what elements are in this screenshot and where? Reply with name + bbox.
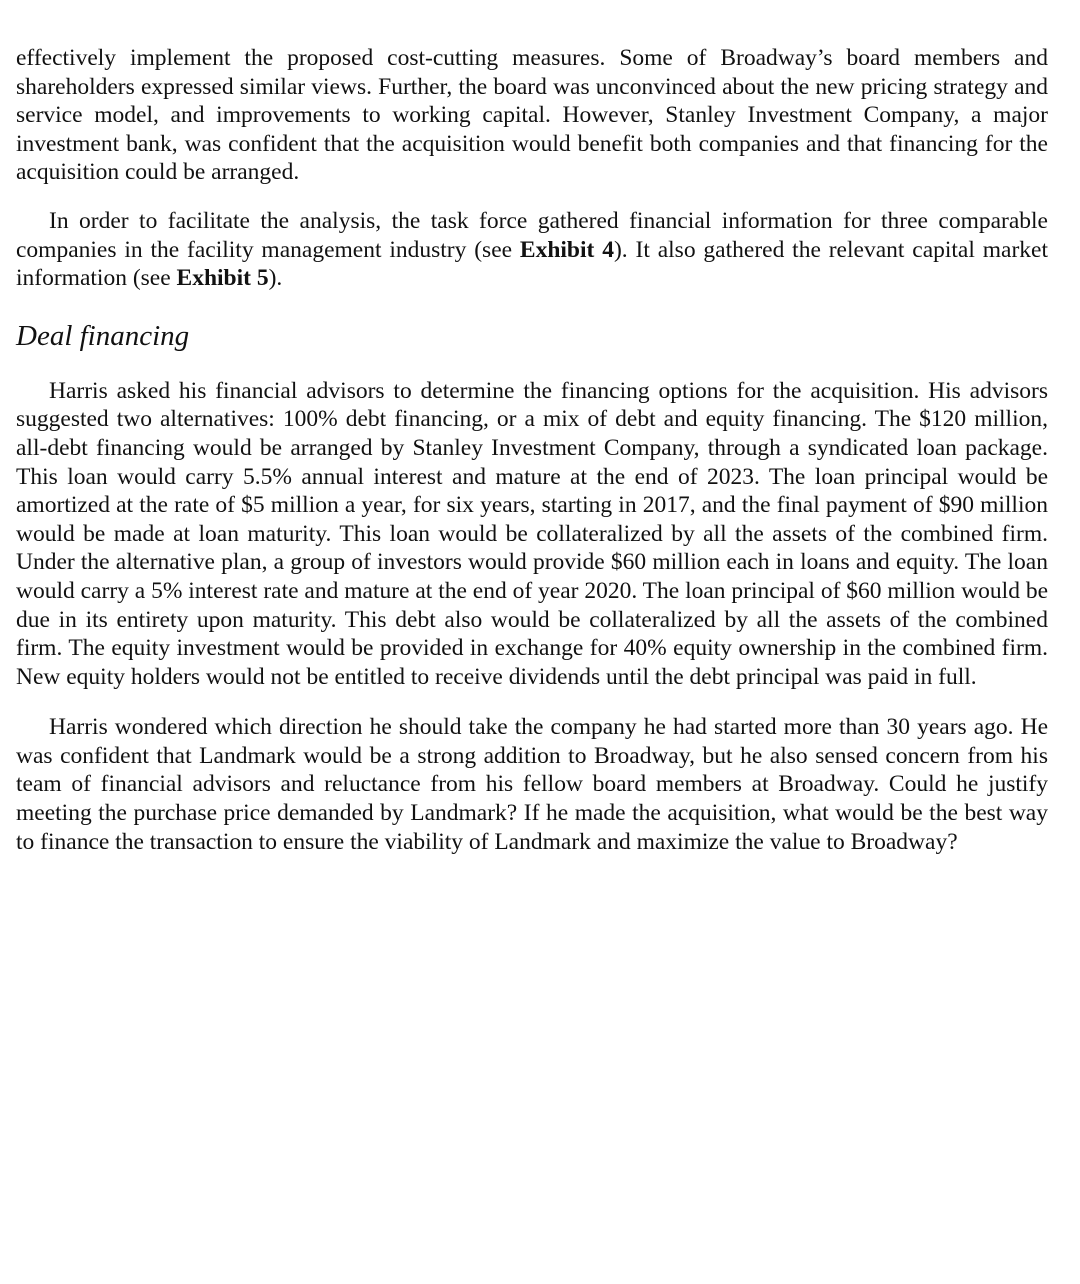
paragraph-comparable-companies — [16, 207, 1048, 293]
section-heading-deal-financing: Deal financing — [16, 319, 190, 352]
paragraph-board-concerns: effectively implement the proposed cost-cutting measures. Some of Broadway’s board members and shareholders expressed similar views. Further, the board was unconvinced about the new pricing strategy and service model, and improvements to working capital. However, Stanley Investment Company, a major investment bank, was confident that the acquisition would benefit both companies and that financing for the acquisition could be arranged. — [16, 45, 1048, 186]
exhibit-4-reference: Exhibit 4 — [519, 236, 614, 263]
paragraph-harris-decision: Harris wondered which direction he should take the company he had started more than 30 years ago. He was confident that Landmark would be a strong addition to Broadway, but he also sensed concern from his team of financial advisors and reluctance from his fellow board members at Broadway. Could he justify meeting the purchase price demanded by Landmark? If he made the acquisition, what would be the best way to finance the transaction to ensure the viability of Landmark and maximize the value to Broadway? — [16, 714, 1048, 855]
paragraph-text-c: ). — [268, 265, 283, 292]
paragraph-financing-options: Harris asked his financial advisors to determine the financing options for the acquisition. His advisors suggested two alternatives: 100% debt financing, or a mix of debt and equity financing. The $120 million, all-debt financing would be arranged by Stanley Investment Company, through a syndicated loan package. This loan would carry 5.5% annual interest and mature at the end of 2023. The loan principal would be amortized at the rate of $5 million a year, for six years, starting in 2017, and the final payment of $90 million would be made at loan maturity. This loan would be collateralized by all the assets of the combined firm. Under the alternative plan, a group of investors would provide $60 million each in loans and equity. The loan would carry a 5% interest rate and mature at the end of year 2020. The loan principal of $60 million would be due in its entirety upon maturity. This debt also would be collateralized by all the assets of the combined firm. The equity investment would be provided in exchange for 40% equity ownership in the combined firm. New equity holders would not be entitled to receive dividends until the debt principal was paid in full. — [16, 377, 1048, 690]
document-page — [16, 44, 1048, 856]
paragraph-text-b: ). It also gathered the relevant capital market information (see — [16, 236, 1048, 292]
exhibit-5-reference: Exhibit 5 — [176, 265, 269, 292]
paragraph-text-a: In order to facilitate the analysis, the task force gathered financial information for three comparable companies in the facility management industry (see — [16, 207, 1048, 263]
